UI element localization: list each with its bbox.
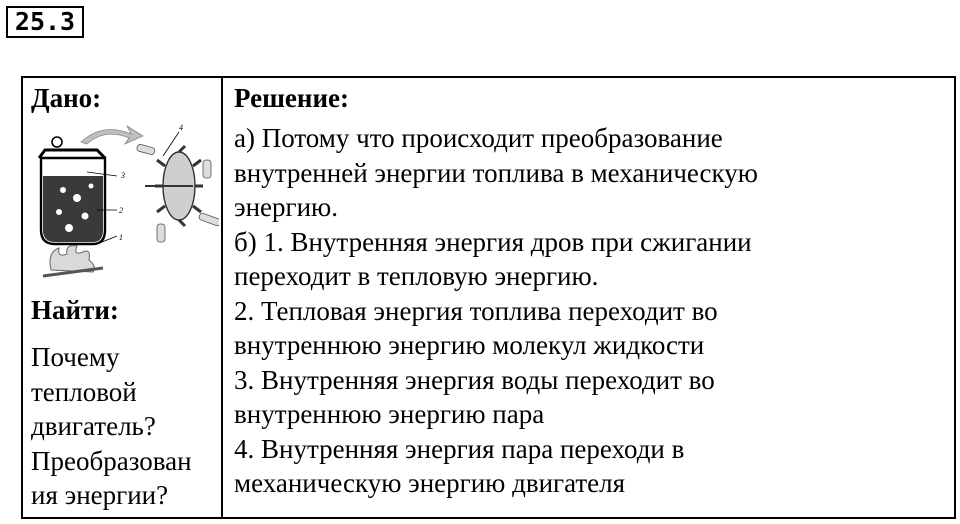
solution-line: переходит в тепловую энергию. — [234, 261, 599, 291]
solution-line: энергию. — [234, 192, 338, 222]
find-question — [31, 340, 219, 513]
question-line: ия энергии? — [31, 480, 169, 510]
question-line: Преобразован — [31, 445, 192, 476]
solution-line: механическую энергию двигателя — [234, 468, 626, 498]
question-line: Почему — [31, 342, 120, 372]
fire-icon — [50, 246, 94, 272]
solution-line: б) 1. Внутренняя энергия дров при сжигании — [234, 226, 752, 257]
svg-text:2: 2 — [119, 206, 123, 215]
gauge-icon — [52, 137, 62, 147]
solution-column — [223, 78, 954, 517]
solution-line: 4. Внутренняя энергия пара переходи в — [234, 433, 685, 464]
steam-engine-illustration — [33, 120, 219, 280]
steam-arrow-icon — [81, 126, 143, 144]
given-column — [23, 78, 221, 517]
solution-line: а) Потому что происходит преобразование — [234, 123, 723, 153]
find-heading: Найти: — [31, 295, 119, 325]
solution-heading: Решение: — [234, 83, 349, 113]
svg-text:3: 3 — [121, 171, 125, 180]
solution-line: внутренней энергии топлива в механическую — [234, 157, 758, 188]
svg-text:4: 4 — [179, 123, 183, 132]
solution-line: 3. Внутренняя энергия воды переходит во — [234, 364, 715, 395]
question-line: двигатель? — [31, 411, 156, 441]
problem-table — [21, 76, 956, 519]
turbine-icon — [136, 144, 219, 242]
solution-text — [234, 121, 934, 501]
solution-line: внутреннюю энергию пара — [234, 399, 545, 429]
problem-number-badge: 25.3 — [6, 6, 84, 38]
solution-line: 2. Тепловая энергия топлива переходит во — [234, 295, 718, 326]
solution-line: внутреннюю энергию молекул жидкости — [234, 330, 705, 360]
given-heading: Дано: — [31, 83, 102, 113]
question-line: тепловой — [31, 376, 137, 407]
svg-text:1: 1 — [119, 233, 123, 242]
